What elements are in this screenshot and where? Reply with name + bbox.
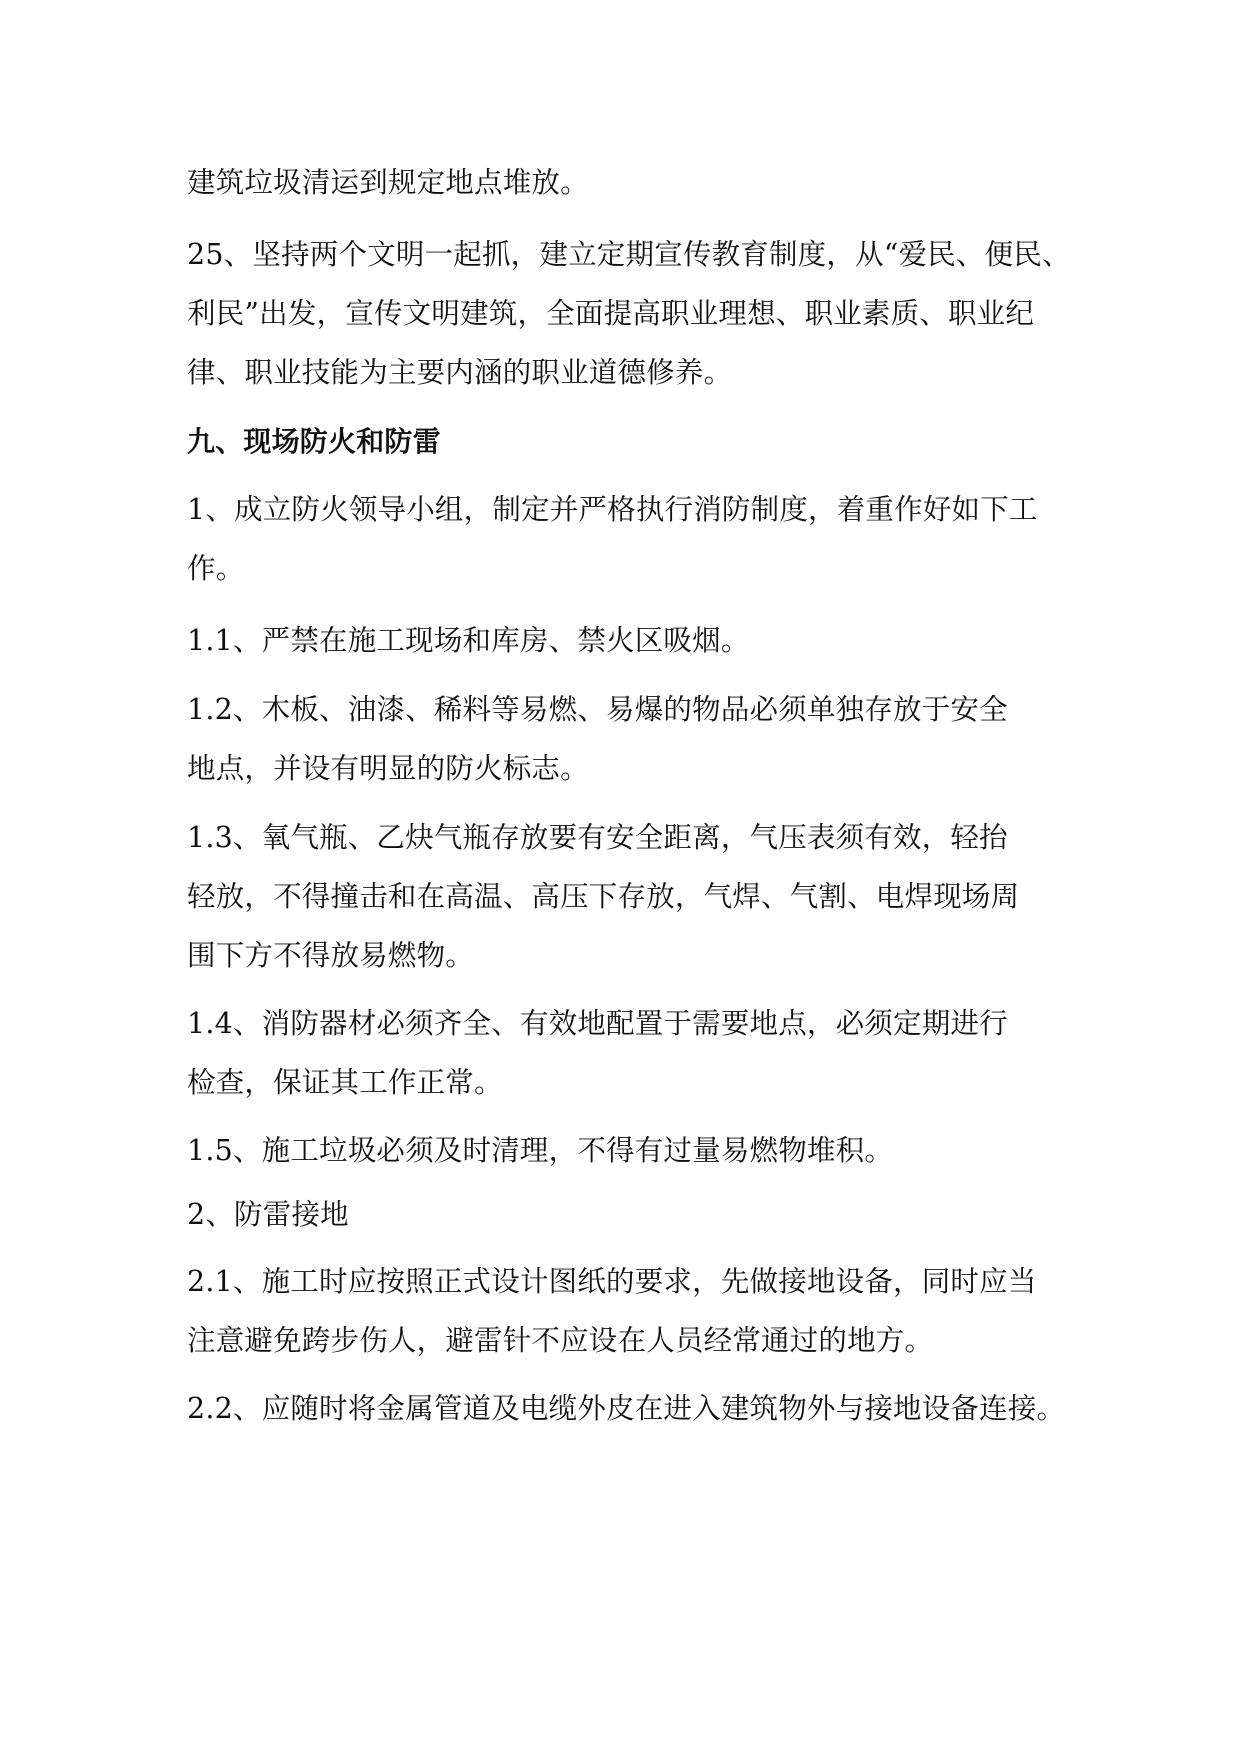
paragraph-line: 25、坚持两个文明一起抓，建立定期宣传教育制度，从“爱民、便民、 [187, 238, 1071, 271]
paragraph-line: 2、防雷接地 [187, 1198, 349, 1231]
paragraph-line: 利民”出发，宣传文明建筑，全面提高职业理想、职业素质、职业纪 [187, 297, 1035, 330]
paragraph-line: 律、职业技能为主要内涵的职业道德修养。 [187, 356, 733, 389]
paragraph-line: 建筑垃圾清运到规定地点堆放。 [187, 166, 589, 199]
section-heading: 九、现场防火和防雷 [187, 425, 441, 458]
paragraph-line: 1.3、氧气瓶、乙炔气瓶存放要有安全距离，气压表须有效，轻抬 [187, 821, 1008, 854]
paragraph-line: 1.2、木板、油漆、稀料等易燃、易爆的物品必须单独存放于安全 [187, 693, 1008, 726]
paragraph-line: 作。 [187, 552, 245, 585]
paragraph-line: 1.5、施工垃圾必须及时清理，不得有过量易燃物堆积。 [187, 1134, 894, 1167]
paragraph-line: 1、成立防火领导小组，制定并严格执行消防制度，着重作好如下工 [187, 493, 1038, 526]
paragraph-line: 2.2、应随时将金属管道及电缆外皮在进入建筑物外与接地设备连接。 [187, 1392, 1066, 1425]
paragraph-line: 1.4、消防器材必须齐全、有效地配置于需要地点，必须定期进行 [187, 1007, 1008, 1040]
paragraph-line: 地点，并设有明显的防火标志。 [187, 752, 589, 785]
paragraph-line: 检查，保证其工作正常。 [187, 1066, 503, 1099]
paragraph-line: 围下方不得放易燃物。 [187, 939, 475, 972]
paragraph-line: 1.1、严禁在施工现场和库房、禁火区吸烟。 [187, 624, 750, 657]
paragraph-line: 轻放，不得撞击和在高温、高压下存放，气焊、气割、电焊现场周 [187, 880, 1020, 913]
paragraph-line: 注意避免跨步伤人，避雷针不应设在人员经常通过的地方。 [187, 1324, 934, 1357]
paragraph-line: 2.1、施工时应按照正式设计图纸的要求，先做接地设备，同时应当 [187, 1265, 1037, 1298]
